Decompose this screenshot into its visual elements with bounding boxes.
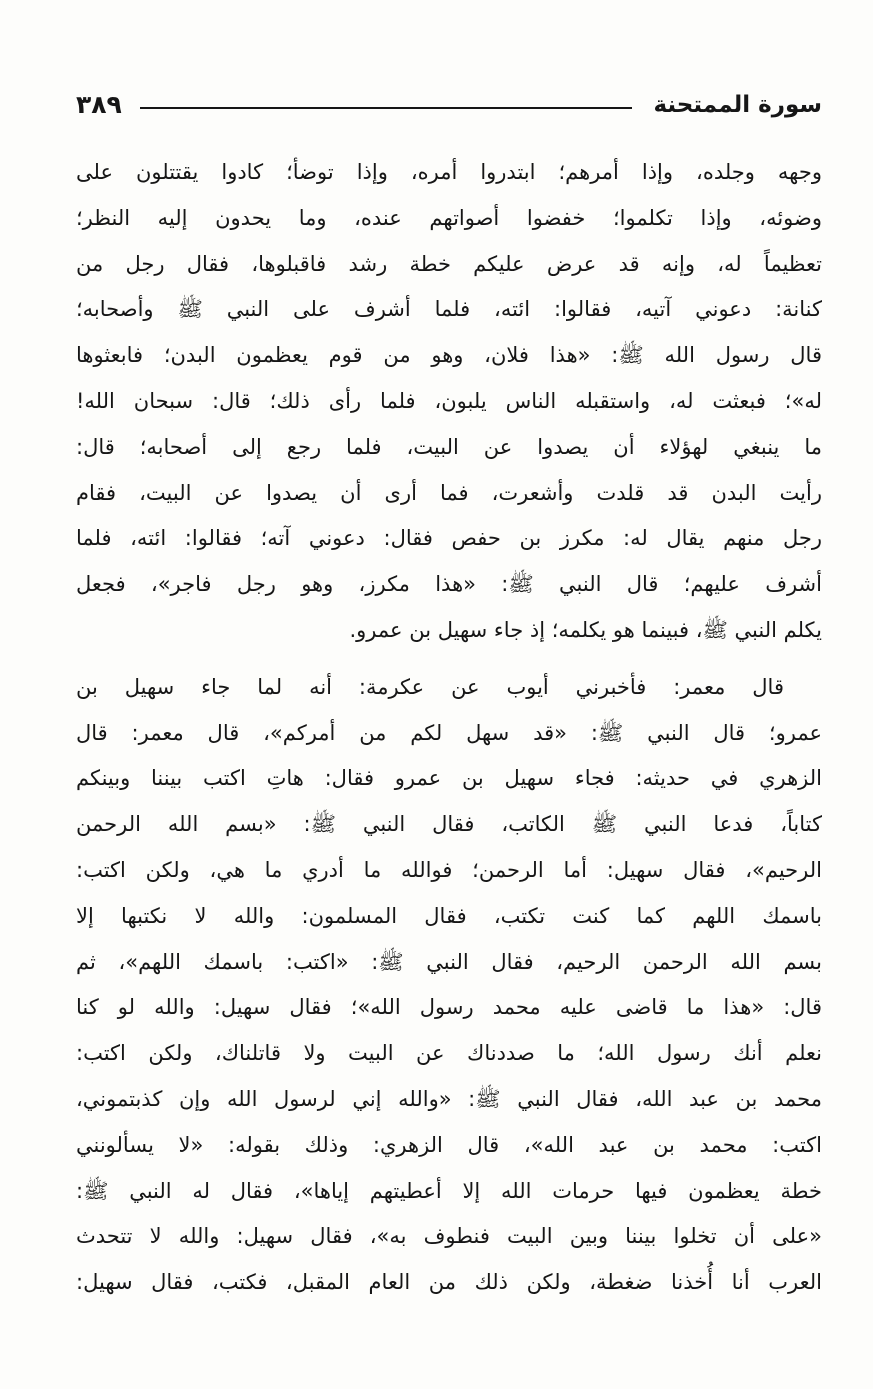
paragraph-1 <box>76 150 822 654</box>
text-line: نعلم أنك رسول الله؛ ما صددناك عن البيت ولا قاتلناك، ولكن اكتب: <box>76 1041 822 1066</box>
text-line: رأيت البدن قد قلدت وأشعرت، فما أرى أن يصدوا عن البيت، فقام <box>76 480 822 505</box>
paragraph-2 <box>76 665 822 1306</box>
text-line: يكلم النبي ﷺ، فبينما هو يكلمه؛ إذ جاء سهيل بن عمرو. <box>349 617 822 642</box>
paragraph-gap <box>76 654 822 665</box>
page-number: ٣٨٩ <box>76 90 122 119</box>
text-line: الزهري في حديثه: فجاء سهيل بن عمرو فقال: هاتِ اكتب بيننا وبينكم <box>76 766 822 791</box>
text-line: قال: «هذا ما قاضى عليه محمد رسول الله»؛ فقال سهيل: والله لو كنا <box>76 995 822 1020</box>
text-line: وضوئه، وإذا تكلموا؛ خفضوا أصواتهم عنده، وما يحدون إليه النظر؛ <box>76 205 822 230</box>
text-line: باسمك اللهم كما كنت تكتب، فقال المسلمون: والله لا نكتبها إلا <box>76 903 822 928</box>
page-header <box>76 88 822 128</box>
text-line: رجل منهم يقال له: مكرز بن حفص فقال: دعوني آته؛ فقالوا: ائته، فلما <box>76 526 822 551</box>
text-line: العرب أنا أُخذنا ضغطة، ولكن ذلك من العام المقبل، فكتب، فقال سهيل: <box>76 1270 822 1295</box>
text-line: له»؛ فبعثت له، واستقبله الناس يلبون، فلما رأى ذلك؛ قال: سبحان الله! <box>76 388 822 413</box>
text-line: محمد بن عبد الله، فقال النبي ﷺ: «والله إني لرسول الله وإن كذبتموني، <box>76 1086 822 1111</box>
text-line: قال معمر: فأخبرني أيوب عن عكرمة: أنه لما جاء سهيل بن <box>76 674 784 699</box>
surah-title: سورة الممتحنة <box>653 92 822 118</box>
text-line: كتاباً، فدعا النبي ﷺ الكاتب، فقال النبي ﷺ: «بسم الله الرحمن <box>76 812 822 837</box>
text-line: بسم الله الرحمن الرحيم، فقال النبي ﷺ: «اكتب: باسمك اللهم»، ثم <box>76 949 822 974</box>
text-line: كنانة: دعوني آتيه، فقالوا: ائته، فلما أشرف على النبي ﷺ وأصحابه؛ <box>76 297 822 322</box>
text-line: تعظيماً له، وإنه قد عرض عليكم خطة رشد فاقبلوها، فقال رجل من <box>76 251 822 276</box>
text-line: أشرف عليهم؛ قال النبي ﷺ: «هذا مكرز، وهو رجل فاجر»، فجعل <box>76 572 822 597</box>
header-rule <box>140 107 632 109</box>
text-line: وجهه وجلده، وإذا أمرهم؛ ابتدروا أمره، وإذا توضأ؛ كادوا يقتتلون على <box>76 160 822 184</box>
text-line: قال رسول الله ﷺ: «هذا فلان، وهو من قوم يعظمون البدن؛ فابعثوها <box>76 343 822 368</box>
text-line: «على أن تخلوا بيننا وبين البيت فنطوف به»، فقال سهيل: والله لا تتحدث <box>76 1224 822 1249</box>
text-line: ما ينبغي لهؤلاء أن يصدوا عن البيت، فلما رجع إلى أصحابه؛ قال: <box>76 434 822 459</box>
text-line: خطة يعظمون فيها حرمات الله إلا أعطيتهم إياها»، فقال له النبي ﷺ: <box>76 1178 822 1203</box>
text-line: اكتب: محمد بن عبد الله»، قال الزهري: وذلك بقوله: «لا يسألونني <box>76 1132 822 1157</box>
body-text <box>76 150 822 1306</box>
text-line: الرحيم»، فقال سهيل: أما الرحمن؛ فوالله ما أدري ما هي، ولكن اكتب: <box>76 857 822 882</box>
text-line: عمرو؛ قال النبي ﷺ: «قد سهل لكم من أمركم»، قال معمر: قال <box>76 720 822 745</box>
